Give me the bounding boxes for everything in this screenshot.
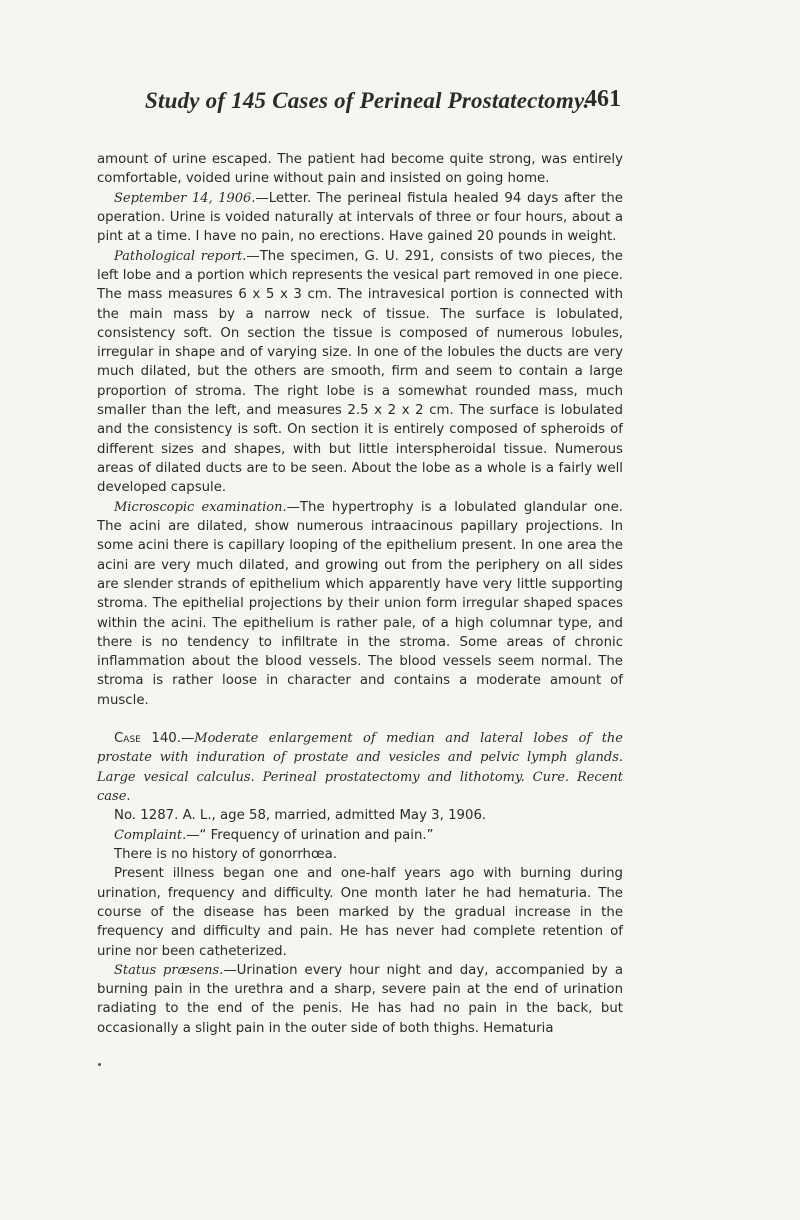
paragraph-lead: September 14, 1906. — [114, 190, 256, 206]
page-number: 461 — [585, 86, 621, 112]
paragraph-text: —The specimen, G. U. 291, consists of two pieces, the left lobe and a portion which represents the vesical part removed in one piece. The mass measures 6 x 5 x 3 cm. The intravesical portion is connected with the main mass by a narrow neck of tissue. The surface is lobulated, consistency soft. On section the tissue is composed of numerous lobules, irregular in shape and of varying size. In one of the lobules the ducts are very much dilated, but the others are smooth, firm and seem to contain a large proportion of stroma. The right lobe is a somewhat rounded mass, much smaller than the left, and measures 2.5 x 2 x 2 cm. The surface is lobulated and the consistency is soft. On section it is entirely composed of spheroids of different sizes and shapes, with but little interspheroidal tissue. Numerous areas of dilated ducts are to be seen. About the lobe as a whole is a fairly well developed capsule. — [97, 248, 623, 496]
paragraph-lead: Microscopic examination. — [114, 499, 287, 515]
paragraph-lead: Status præsens. — [114, 962, 224, 978]
paragraph — [97, 247, 623, 498]
paragraph — [97, 845, 623, 864]
paragraph-text: —The hypertrophy is a lobulated glandular one. The acini are dilated, show numerous intraacinous papillary projections. In some acini there is capillary looping of the epithelium present. In one area the acini are very much dilated, and growing out from the periphery on all sides are slender strands of epithelium which apparently have very little supporting stroma. The epithelial projections by their union form irregular shaped spaces within the acini. The epithelium is rather pale, of a high columnar type, and there is no tendency to infiltrate in the stroma. Some areas of chronic inflammation about the blood vessels. The blood vessels seem normal. The stroma is rather loose in character and contains a moderate amount of muscle. — [97, 499, 623, 708]
paragraph-text: —Urination every hour night and day, accompanied by a burning pain in the urethra and a sharp, severe pain at the end of urination radiating to the end of the penis. He has had no pain in the back, but occasionally a slight pain in the outer side of both thighs. Hematuria — [97, 962, 624, 1036]
paragraph — [97, 826, 623, 845]
paragraph — [97, 806, 623, 825]
running-head-title: Study of 145 Cases of Perineal Prostatectomy. — [145, 88, 590, 113]
paragraph-text: There is no history of gonorrhœa. — [114, 846, 337, 862]
paragraph-text: —Letter. The perineal fistula healed 94 days after the operation. Urine is voided naturally at intervals of three or four hours, about a pint at a time. I have no pain, no erections. Have gained 20 pounds in weight. — [97, 190, 623, 245]
paragraph — [97, 498, 623, 710]
paragraph-lead: Complaint. — [114, 827, 187, 843]
paragraph — [97, 189, 623, 247]
paragraph-text: No. 1287. A. L., age 58, married, admitted May 3, 1906. — [114, 808, 487, 824]
paragraph-text: Present illness began one and one-half years ago with burning during urination, frequency and difficulty. One month later he had hematuria. The course of the disease has been marked by the gradual increase in the frequency and difficulty and pain. He has never had complete retention of urine nor been catheterized. — [97, 866, 623, 959]
paragraph-text: —“ Frequency of urination and pain.” — [186, 827, 434, 843]
body-text — [97, 150, 623, 1038]
case-number: Case 140. — [114, 731, 181, 747]
paragraph-lead: Pathological report. — [114, 248, 247, 264]
case-dash: — — [181, 731, 195, 747]
paragraph — [97, 961, 623, 1038]
paragraph-text: amount of urine escaped. The patient had become quite strong, was entirely comfortable, voided urine without pain and insisted on going home. — [97, 152, 623, 187]
case-heading-paragraph — [97, 729, 623, 806]
paragraph — [97, 864, 623, 961]
ink-speck — [98, 1063, 101, 1066]
case-title: Moderate enlargement of median and lateral lobes of the prostate with induration of prostate and vesicles and pelvic lymph glands. Large vesical calculus. Perineal prostatectomy and lithotomy. Cure. Recent case. — [97, 731, 623, 804]
paragraph — [97, 150, 623, 189]
